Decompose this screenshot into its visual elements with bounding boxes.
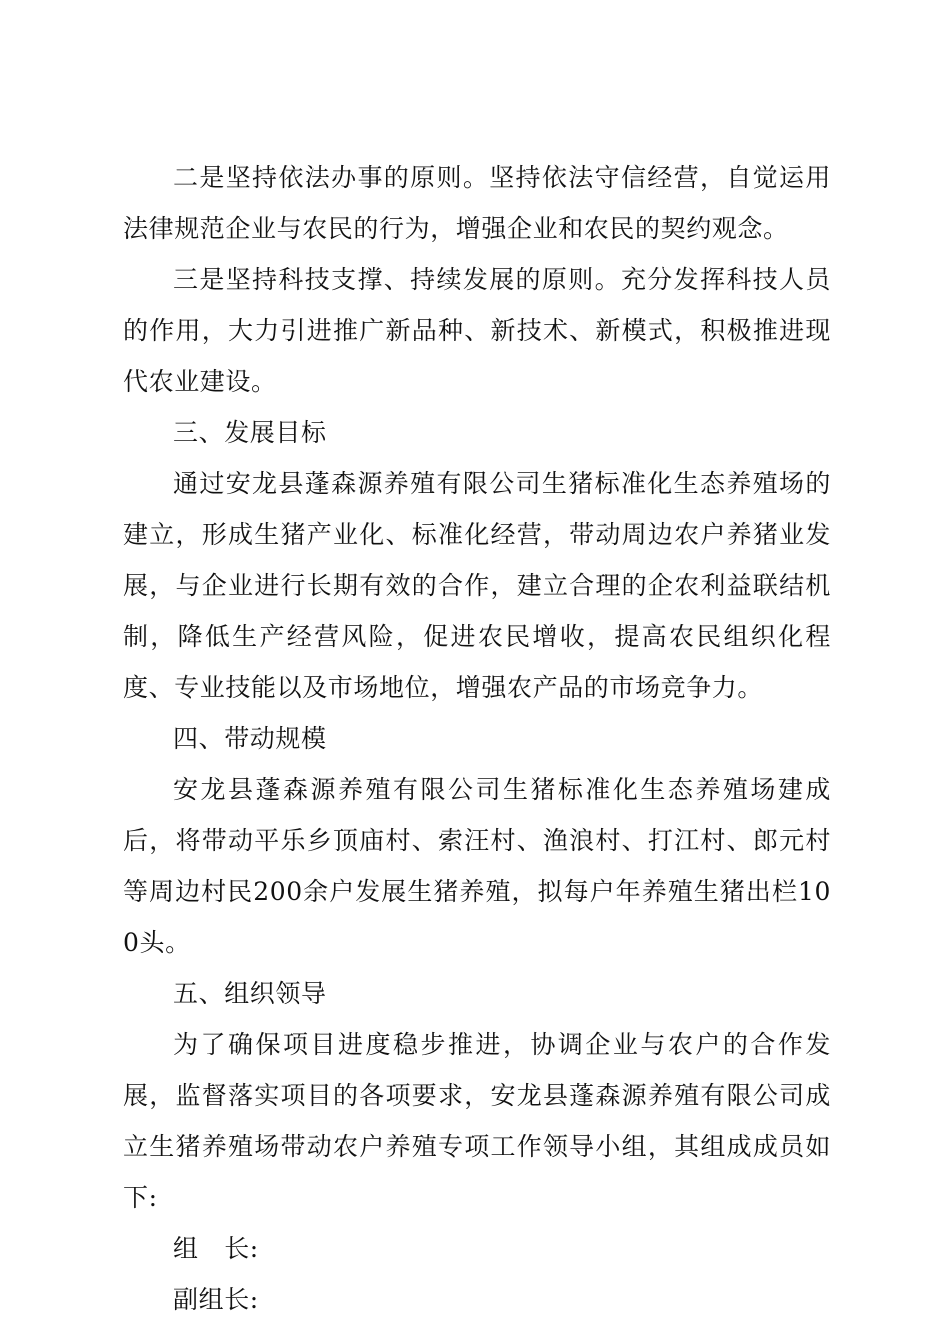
principle-3-paragraph: 三是坚持科技支撑、持续发展的原则。充分发挥科技人员的作用，大力引进推广新品种、新技术、新模式，积极推进现代农业建设。	[123, 265, 831, 396]
organization-heading: 五、组织领导	[173, 979, 327, 1008]
development-goal-heading: 三、发展目标	[173, 418, 327, 447]
development-goal-paragraph: 通过安龙县蓬森源养殖有限公司生猪标准化生态养殖场的建立，形成生猪产业化、标准化经营，带动周边农户养猪业发展，与企业进行长期有效的合作，建立合理的企农利益联结机制，降低生产经营风险，促进农民增收，提高农民组织化程度、专业技能以及市场地位，增强农产品的市场竞争力。	[123, 469, 831, 702]
leader-label: 组 长:	[173, 1234, 259, 1263]
document-body	[123, 152, 831, 1325]
organization-paragraph: 为了确保项目进度稳步推进，协调企业与农户的合作发展，监督落实项目的各项要求，安龙县蓬森源养殖有限公司成立生猪养殖场带动农户养殖专项工作领导小组，其组成成员如下:	[123, 1030, 831, 1212]
scale-heading: 四、带动规模	[173, 724, 327, 753]
deputy-leader-label: 副组长:	[173, 1285, 259, 1314]
principle-2-paragraph: 二是坚持依法办事的原则。坚持依法守信经营，自觉运用法律规范企业与农民的行为，增强企业和农民的契约观念。	[123, 163, 831, 243]
scale-paragraph: 安龙县蓬森源养殖有限公司生猪标准化生态养殖场建成后，将带动平乐乡顶庙村、索汪村、渔浪村、打江村、郎元村等周边村民200余户发展生猪养殖，拟每户年养殖生猪出栏100头。	[123, 775, 831, 957]
